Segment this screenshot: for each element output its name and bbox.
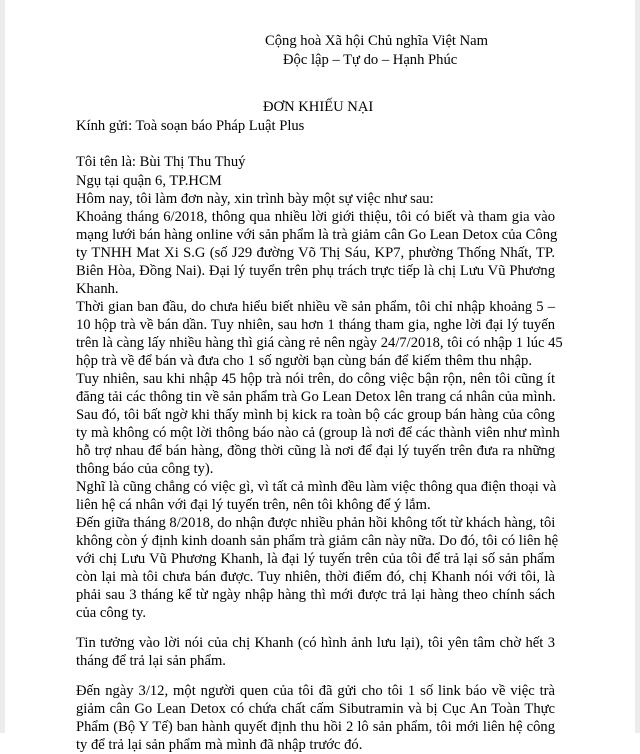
sender-residence: Ngụ tại quận 6, TP.HCM bbox=[76, 173, 222, 189]
paragraph-3-line: thông báo của công ty). bbox=[76, 461, 214, 477]
page-right-edge bbox=[635, 0, 640, 733]
paragraph-4-line: liên hệ cá nhân với đại lý tuyến trên, nên tôi không để ý lắm. bbox=[76, 497, 431, 513]
paragraph-7-line: ty để trả lại sản phẩm mà mình đã nhập trước đó. bbox=[76, 737, 363, 753]
paragraph-1-line: mạng lưới bán hàng online với sản phẩm là trà giảm cân Go Lean Detox của Công bbox=[76, 227, 558, 243]
paragraph-3-line: ty mà không có một lời thông báo nào cả (group là nơi để các thành viên như mình bbox=[76, 425, 560, 441]
paragraph-5-line: còn lại mà tôi chưa bán được. Tuy nhiên, thời điểm đó, chị Khanh nói với tôi, là bbox=[76, 569, 555, 585]
paragraph-3-line: hỗ trợ nhau để bán hàng, đồng thời cũng là nơi để đại lý tuyến trên đưa ra những bbox=[76, 443, 555, 459]
paragraph-5-line: phải sau 3 tháng kể từ ngày nhập hàng thì mới được trả lại hàng theo chính sách bbox=[76, 587, 555, 603]
recipient-line: Kính gửi: Toà soạn báo Pháp Luật Plus bbox=[76, 118, 305, 134]
paragraph-3-line: Sau đó, tôi bất ngờ khi thấy mình bị kick ra toàn bộ các group bán hàng của công bbox=[76, 407, 555, 423]
paragraph-2-line: 10 hộp trà về bán dần. Tuy nhiên, sau hơn 1 tháng tham gia, nghe lời đại lý tuyến bbox=[76, 317, 555, 333]
paragraph-5-line: với chị Lưu Vũ Phương Khanh, là đại lý tuyến trên của tôi để trả lại số sản phẩm bbox=[76, 551, 555, 567]
intro-line: Hôm nay, tôi làm đơn này, xin trình bày một sự việc như sau: bbox=[76, 191, 434, 207]
paragraph-5-line: Đến giữa tháng 8/2018, do nhận được nhiều phản hồi không tốt từ khách hàng, tôi bbox=[76, 515, 556, 531]
paragraph-7-line: giảm cân Go Lean Detox có chứa chất cấm Sibutramin và bị Cục An Toàn Thực bbox=[76, 701, 555, 717]
paragraph-2-line: Thời gian ban đầu, do chưa hiểu biết nhiều về sản phẩm, tôi chỉ nhập khoảng 5 – bbox=[76, 299, 555, 315]
paragraph-5-line: của công ty. bbox=[76, 605, 146, 621]
paragraph-6-line: tháng để trả lại sản phẩm. bbox=[76, 653, 226, 669]
paragraph-3-line: đăng tải các thông tin về sản phẩm trà Go Lean Detox lên trang cá nhân của mình. bbox=[76, 389, 556, 405]
paragraph-7-line: Đến ngày 3/12, một người quen của tôi đã gửi cho tôi 1 số link báo về việc trà bbox=[76, 683, 555, 699]
page-left-edge bbox=[0, 0, 5, 733]
document-title: ĐƠN KHIẾU NẠI bbox=[263, 99, 374, 115]
paragraph-1-line: Khoảng tháng 6/2018, thông qua nhiều lời giới thiệu, tôi có biết và tham gia vào bbox=[76, 209, 555, 225]
paragraph-2-line: trên là càng lấy nhiều hàng thì giá càng rẻ nên ngày 24/7/2018, tôi có nhập 1 lúc 45 bbox=[76, 335, 563, 351]
paragraph-1-line: Khanh. bbox=[76, 281, 119, 297]
paragraph-3-line: Tuy nhiên, sau khi nhập 45 hộp trà nói trên, do công việc bận rộn, nên tôi cũng ít bbox=[76, 371, 555, 387]
paragraph-4-line: Nghĩ là cũng chẳng có việc gì, vì tất cả mình đều làm việc thông qua điện thoại và bbox=[76, 479, 557, 495]
sender-name: Tôi tên là: Bùi Thị Thu Thuý bbox=[76, 154, 246, 170]
paragraph-7-line: Phẩm (Bộ Y Tế) ban hành quyết định thu hồi 2 lô sản phẩm, tôi mới liên hệ công bbox=[76, 719, 555, 735]
paragraph-5-line: không còn ý định kinh doanh sản phẩm trà giảm cân này nữa. Do đó, tôi có liên hệ bbox=[76, 533, 559, 549]
paragraph-2-line: hộp trà về để bán và đưa cho 1 số người bạn cùng bán để kiếm thêm thu nhập. bbox=[76, 353, 532, 369]
header-national-title: Cộng hoà Xã hội Chủ nghĩa Việt Nam bbox=[265, 33, 489, 49]
paragraph-1-line: ty TNHH Mat Xi S.G (số J29 đường Võ Thị Sáu, KP7, phường Thống Nhất, TP. bbox=[76, 245, 555, 261]
paragraph-1-line: Biên Hòa, Đồng Nai). Đại lý tuyển trên phụ trách trực tiếp là chị Lưu Vũ Phương bbox=[76, 263, 555, 279]
paragraph-6-line: Tin tưởng vào lời nói của chị Khanh (có hình ảnh lưu lại), tôi yên tâm chờ hết 3 bbox=[76, 635, 555, 651]
header-motto: Độc lập – Tự do – Hạnh Phúc bbox=[283, 52, 458, 68]
